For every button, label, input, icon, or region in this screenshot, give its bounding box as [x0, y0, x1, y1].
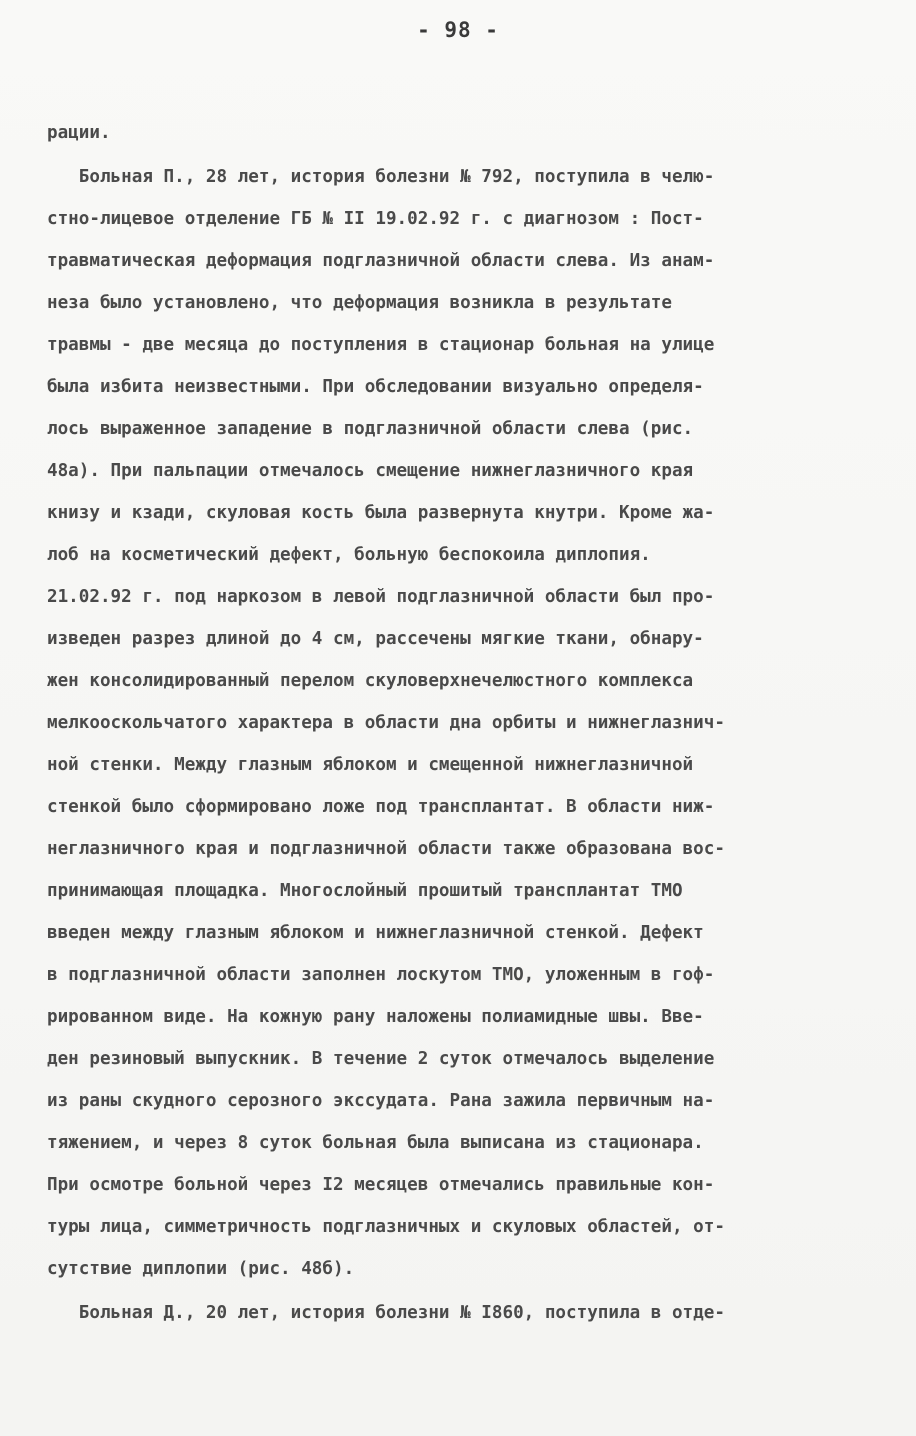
text-line: принимающая площадка. Многослойный прошитый трансплантат ТМО [47, 881, 683, 901]
text-line: мелкооскольчатого характера в области дна орбиты и нижнеглазнич- [47, 713, 725, 733]
text-line: При осмотре больной через I2 месяцев отмечались правильные кон- [47, 1175, 715, 1195]
text-line: 21.02.92 г. под наркозом в левой подглазничной области был про- [47, 587, 715, 607]
text-line: 48а). При пальпации отмечалось смещение нижнеглазничного края [47, 461, 694, 481]
text-line: книзу и кзади, скуловая кость была развернута кнутри. Кроме жа- [47, 503, 715, 523]
text-line: рированном виде. На кожную рану наложены полиамидные швы. Вве- [47, 1007, 704, 1027]
text-line: лось выраженное западение в подглазничной области слева (рис. [47, 419, 694, 439]
text-line: сутствие диплопии (рис. 48б). [47, 1259, 355, 1279]
body-text [47, 118, 897, 1323]
text-line: туры лица, симметричность подглазничных и скуловых областей, от- [47, 1217, 725, 1237]
text-line: введен между глазным яблоком и нижнеглазничной стенкой. Дефект [47, 923, 704, 943]
text-line: неглазничного края и подглазничной области также образована вос- [47, 839, 725, 859]
text-line: Больная Д., 20 лет, история болезни № I860, поступила в отде- [47, 1303, 725, 1323]
text-line: ден резиновый выпускник. В течение 2 суток отмечалось выделение [47, 1049, 715, 1069]
text-line: рации. [47, 123, 111, 143]
text-line: неза было установлено, что деформация возникла в результате [47, 293, 672, 313]
text-line: изведен разрез длиной до 4 см, рассечены мягкие ткани, обнару- [47, 629, 704, 649]
text-line: из раны скудного серозного экссудата. Рана зажила первичным на- [47, 1091, 715, 1111]
text-line: травмы - две месяца до поступления в стационар больная на улице [47, 335, 715, 355]
text-line: в подглазничной области заполнен лоскутом ТМО, уложенным в гоф- [47, 965, 715, 985]
page-number: - 98 - [417, 18, 499, 42]
text-line: тяжением, и через 8 суток больная была выписана из стационара. [47, 1133, 704, 1153]
text-line: травматическая деформация подглазничной области слева. Из анам- [47, 251, 715, 271]
text-line: была избита неизвестными. При обследовании визуально определя- [47, 377, 704, 397]
text-line: стенкой было сформировано ложе под трансплантат. В области ниж- [47, 797, 715, 817]
text-line: стно-лицевое отделение ГБ № II 19.02.92 г. с диагнозом : Пост- [47, 209, 704, 229]
text-line: жен консолидированный перелом скуловерхнечелюстного комплекса [47, 671, 694, 691]
text-line: лоб на косметический дефект, больную беспокоила диплопия. [47, 545, 651, 565]
text-line: Больная П., 28 лет, история болезни № 792, поступила в челю- [47, 167, 715, 187]
text-line: ной стенки. Между глазным яблоком и смещенной нижнеглазничной [47, 755, 694, 775]
